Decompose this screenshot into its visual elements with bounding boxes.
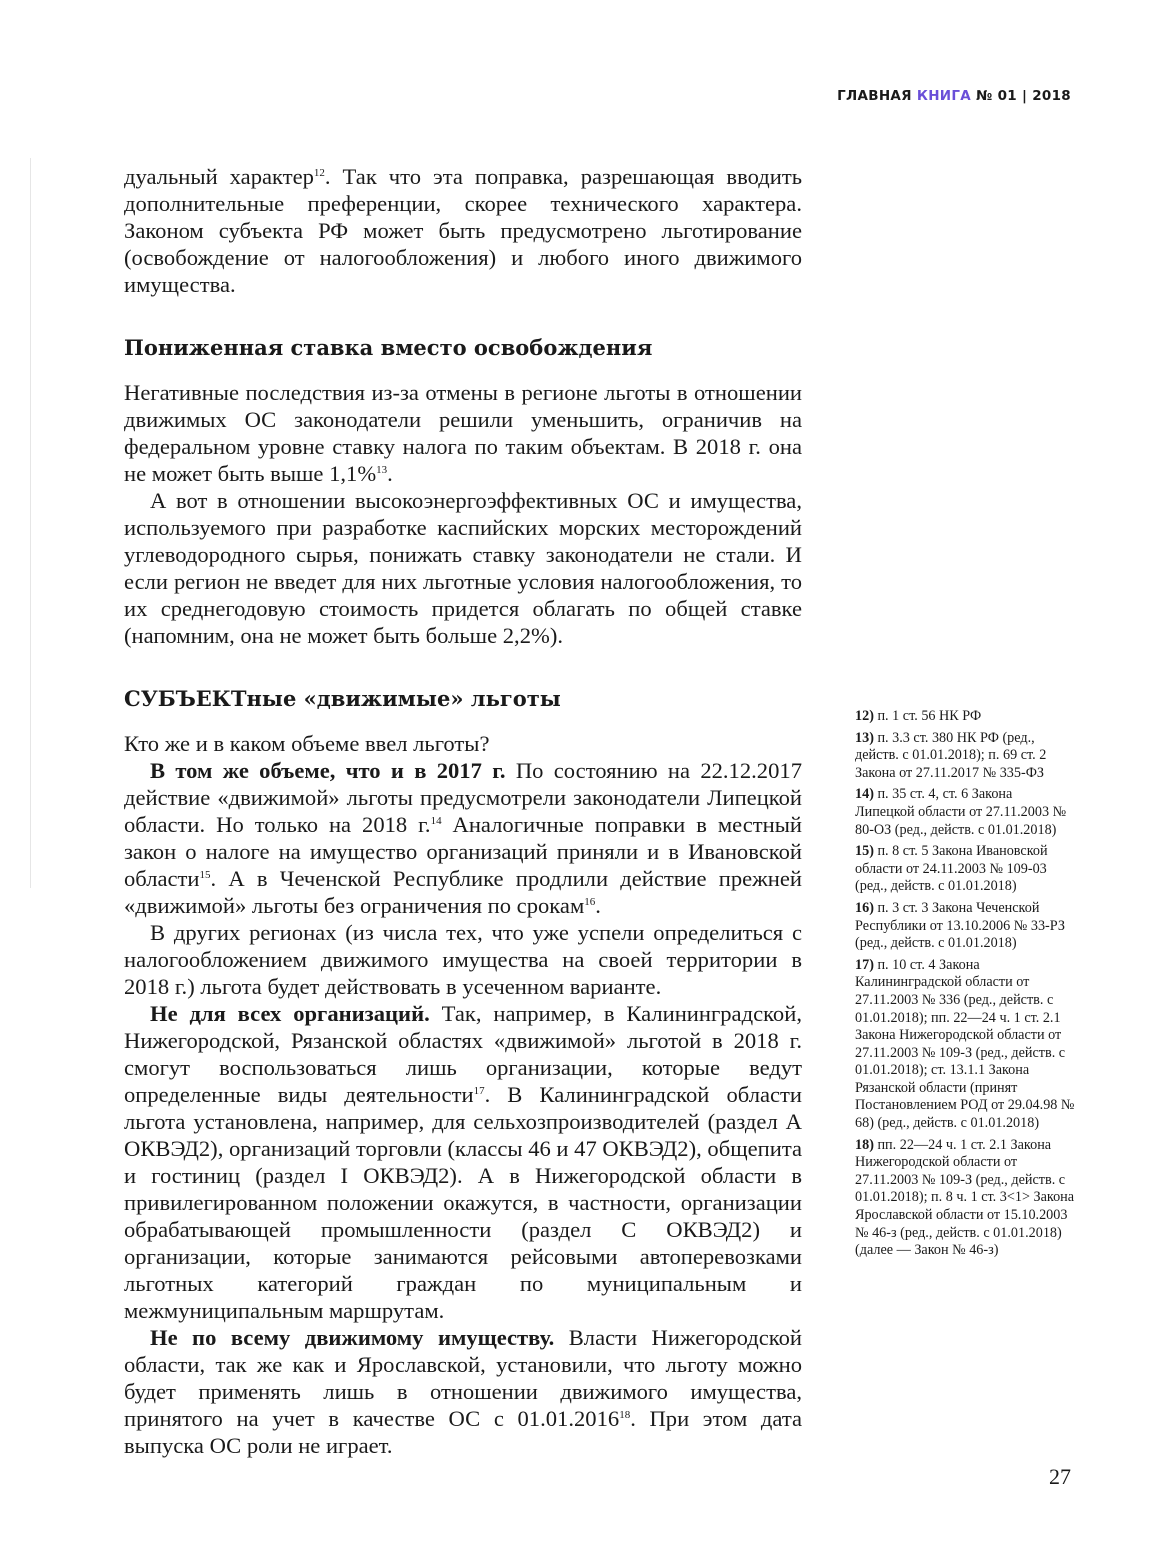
page-number: 27 [1049,1464,1071,1489]
paragraph: В том же объеме, что и в 2017 г. По состоянию на 22.12.2017 действие «движимой» льготы предусмотрели законодатели Липецкой области. Но только на 2018 г.$^{14}$ Аналогичные поправки в местный закон о налоге на имущество организаций приняли и в Ивановской области$^{15}$. А в Чеченской Республике продлили действие прежней «движимой» льготы без ограничения по срокам$^{16}$. [124,758,803,918]
section-heading: Пониженная ставка вместо освобождения [124,335,653,360]
paragraph: А вот в отношении высокоэнергоэффективных ОС и имущества, используемого при разработке каспийских морских месторождений углеводородного сырья, понижать ставку законодатели не стали. И если регион не введет для них льготные условия налогообложения, то их среднегодовую стоимость придется облагать по общей ставке (напомним, она не может быть больше 2,2%). [124,488,802,648]
footnote-ref: 13 [376,464,388,476]
paragraph: Не для всех организаций. Так, например, в Калининградской, Нижегородской, Рязанской областях «движимой» льготой в 2018 г. смогут воспользоваться лишь организации, которые ведут определенные виды деятельности$^{17}$. В Калининградской области льгота установлена, например, для сельхозпроизводителей (раздел А ОКВЭД2), организаций торговли (классы 46 и 47 ОКВЭД2), общепита и гостиниц (раздел I ОКВЭД2). А в Нижегородской области в привилегированном положении окажутся, в частности, организации обрабатывающей промышленности (раздел С ОКВЭД2) и организации, которые занимаются рейсовыми автоперевозками льготных категорий граждан по муниципальным и межмуниципальным маршрутам. [124,1001,802,1323]
footnote: 14) п. 35 ст. 4, ст. 6 Закона Липецкой области от 27.11.2003 № 80-ОЗ (ред., действ. с 01.01.2018) [855,786,1067,838]
footnote: 15) п. 8 ст. 5 Закона Ивановской области от 24.11.2003 № 109-03 (ред., действ. с 01.01.2018) [855,843,1048,895]
footnote-ref: 12 [313,167,325,179]
footnote-ref: 16 [584,896,596,908]
footnote-ref: 18 [619,1409,631,1421]
paragraph: дуальный характер$^{12}$. Так что эта поправка, разрешающая вводить дополнительные преференции, скорее технического характера. Законом субъекта РФ может быть предусмотрено льготирование (освобождение от налогообложения) и любого иного движимого имущества. [124,164,803,297]
paragraph: В других регионах (из числа тех, что уже успели определиться с налогообложением движимого имущества на своей территории в 2018 г.) льгота будет действовать в усеченном варианте. [124,920,802,999]
footnote-ref: 14 [430,815,442,827]
footnote: 13) п. 3.3 ст. 380 НК РФ (ред., действ. с 01.01.2018); п. 69 ст. 2 Закона от 27.11.2017 № 335-ФЗ [855,729,1047,781]
footnote: 18) пп. 22—24 ч. 1 ст. 2.1 Закона Нижегородской области от 27.11.2003 № 109-З (ред., действ. с 01.01.2018); п. 8 ч. 1 ст. 3<1> Закона Ярославской области от 15.10.2003 № 46-з (ред., действ. с 01.01.2018) (далее — Закон № 46-з) [855,1136,1075,1259]
footnote: 12) п. 1 ст. 56 НК РФ [855,708,982,724]
issue-number: № 01 | 2018 [976,88,1071,104]
paragraph: Негативные последствия из-за отмены в регионе льготы в отношении движимых ОС законодатели решили уменьшить, ограничив на федеральном уровне ставку налога по таким объектам. В 2018 г. она не может быть выше 1,1%$^{13}$. [124,380,802,486]
margin-rule [30,158,31,888]
article-body [124,163,802,1459]
paragraph: Не по всему движимому имуществу. Власти Нижегородской области, так же как и Ярославской, установили, что льготу можно будет применять лишь в отношении движимого имущества, принятого на учет в качестве ОС с 01.01.2016$^{18}$. При этом дата выпуска ОС роли не играет. [124,1325,803,1458]
brand-accent: КНИГА [916,88,972,104]
footnote: 17) п. 10 ст. 4 Закона Калининградской области от 27.11.2003 № 336 (ред., действ. с 01.01.2018); пп. 22—24 ч. 1 ст. 2.1 Закона Нижегородской области от 27.11.2003 № 109-З (ред., действ. с 01.01.2018); ст. 13.1.1 Закона Рязанской области (принят Постановлением РОД от 29.04.98 № 68) (ред., действ. с 01.01.2018) [855,956,1075,1132]
footnotes-column [855,708,1075,1264]
section-heading: СУБЪЕКТные «движимые» льготы [124,686,561,711]
masthead [837,88,1071,104]
footnote: 16) п. 3 ст. 3 Закона Чеченской Республики от 13.10.2006 № 33-РЗ (ред., действ. с 01.01.2018) [855,899,1065,952]
lead-in: Не для всех организаций. [150,1001,430,1026]
lead-in: Не по всему движимому имуществу. [150,1325,555,1350]
footnote-ref: 17 [473,1085,485,1097]
brand-bold: ГЛАВНАЯ [837,88,912,104]
lead-in: В том же объеме, что и в 2017 г. [150,758,506,783]
paragraph: Кто же и в каком объеме ввел льготы? [124,731,490,756]
footnote-ref: 15 [199,869,211,881]
